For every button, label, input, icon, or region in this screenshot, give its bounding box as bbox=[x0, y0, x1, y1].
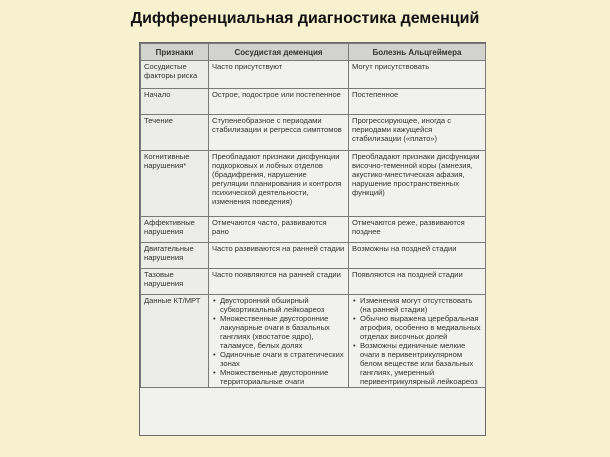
list-item: • Возможны единичные мелкие очаги в перивентрикулярном белом веществе или базальных ганглиях, умеренный перивентрикулярный лейкоареоз bbox=[360, 341, 482, 386]
diagnosis-table-container bbox=[139, 42, 486, 436]
alzheimer-cell bbox=[349, 295, 486, 388]
table-row bbox=[141, 61, 486, 89]
table-row bbox=[141, 217, 486, 243]
page-title: Дифференциальная диагностика деменций bbox=[130, 10, 480, 27]
vascular-ct-mri-list bbox=[212, 296, 345, 386]
list-item: • Множественные двусторонние территориальные очаги bbox=[220, 368, 345, 386]
alzheimer-cell: Возможны на поздней стадии bbox=[349, 243, 486, 269]
feature-cell: Сосудистые факторы риска bbox=[141, 61, 209, 89]
feature-cell: Тазовые нарушения bbox=[141, 269, 209, 295]
alzheimer-cell: Преобладают признаки дисфункции височно-теменной коры (амнезия, акустико-мнестическая афазия, нарушение пространственных функций) bbox=[349, 151, 486, 217]
alzheimer-cell: Прогрессирующее, иногда с периодами кажущейся стабилизации («плато») bbox=[349, 115, 486, 151]
vascular-cell: Часто появляются на ранней стадии bbox=[209, 269, 349, 295]
alzheimer-cell: Появляются на поздней стадии bbox=[349, 269, 486, 295]
alzheimer-cell: Могут присутствовать bbox=[349, 61, 486, 89]
list-item: • Обычно выражена церебральная атрофия, особенно в медиальных отделах височных долей bbox=[360, 314, 482, 341]
table-header-row bbox=[141, 44, 486, 61]
alzheimer-ct-mri-list bbox=[352, 296, 482, 386]
feature-cell: Когнитивные нарушения* bbox=[141, 151, 209, 217]
feature-cell: Течение bbox=[141, 115, 209, 151]
feature-cell: Данные КТ/МРТ bbox=[141, 295, 209, 388]
feature-cell: Начало bbox=[141, 89, 209, 115]
alzheimer-cell: Отмечаются реже, развиваются позднее bbox=[349, 217, 486, 243]
list-item: • Изменения могут отсутствовать (на ранней стадии) bbox=[360, 296, 482, 314]
table-row bbox=[141, 269, 486, 295]
table-row bbox=[141, 151, 486, 217]
list-item: • Одиночные очаги в стратегических зонах bbox=[220, 350, 345, 368]
vascular-cell: Часто присутствуют bbox=[209, 61, 349, 89]
vascular-cell: Преобладают признаки дисфункции подкорковых и лобных отделов (брадифрения, нарушение регуляции планирования и контроля психической деятельности, изменения поведения) bbox=[209, 151, 349, 217]
list-item: • Множественные двусторонние лакунарные очаги в базальных ганглиях (хвостатое ядро), таламусе, белых долях bbox=[220, 314, 345, 350]
vascular-cell: Часто развиваются на ранней стадии bbox=[209, 243, 349, 269]
feature-cell: Аффективные нарушения bbox=[141, 217, 209, 243]
vascular-cell: Ступенеобразное с периодами стабилизации и регресса симптомов bbox=[209, 115, 349, 151]
alzheimer-cell: Постепенное bbox=[349, 89, 486, 115]
table-row bbox=[141, 115, 486, 151]
list-item: • Двусторонний обширный субкортикальный лейкоареоз bbox=[220, 296, 345, 314]
vascular-cell bbox=[209, 295, 349, 388]
table-row bbox=[141, 243, 486, 269]
header-vascular-dementia: Сосудистая деменция bbox=[209, 44, 349, 61]
differential-diagnosis-table bbox=[140, 43, 486, 388]
header-alzheimer: Болезнь Альцгеймера bbox=[349, 44, 486, 61]
table-row bbox=[141, 295, 486, 388]
table-row bbox=[141, 89, 486, 115]
vascular-cell: Острое, подострое или постепенное bbox=[209, 89, 349, 115]
vascular-cell: Отмечаются часто, развиваются рано bbox=[209, 217, 349, 243]
header-features: Признаки bbox=[141, 44, 209, 61]
feature-cell: Двигательные нарушения bbox=[141, 243, 209, 269]
